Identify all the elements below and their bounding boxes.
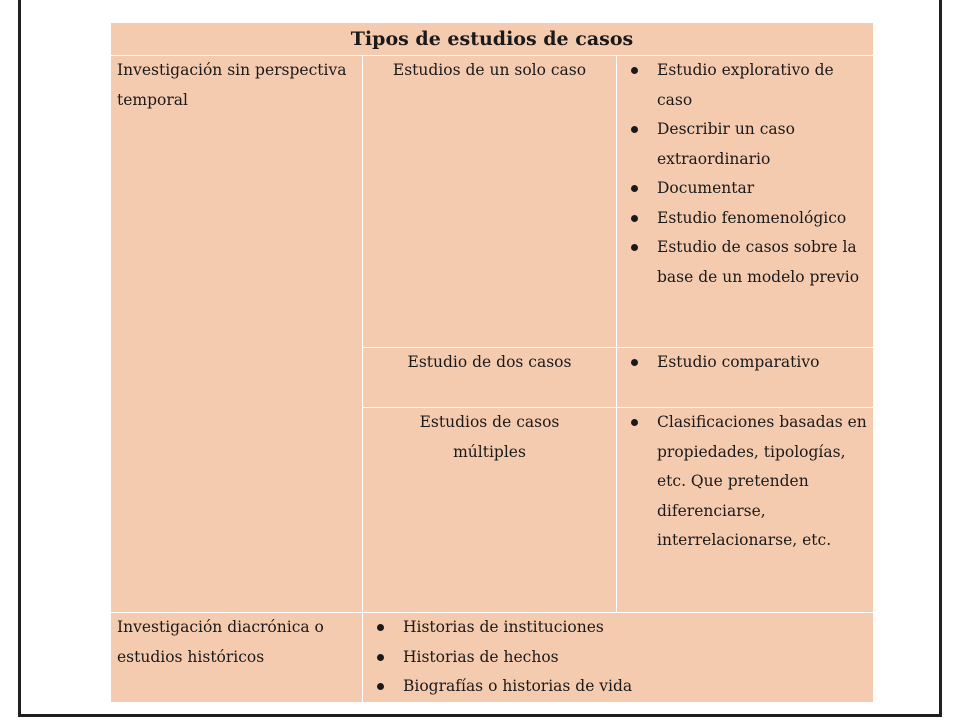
list-item: Historias de hechos xyxy=(369,643,867,673)
study-items-dos-casos xyxy=(617,348,874,408)
study-items-un-solo-caso xyxy=(617,56,874,348)
bullet-list xyxy=(623,56,867,292)
list-item: Estudio comparativo xyxy=(623,348,867,378)
list-item: Estudio explorativo de caso xyxy=(623,56,867,115)
row-header-diacronica: Investigación diacrónica o estudios históricos xyxy=(111,613,363,703)
table-title: Tipos de estudios de casos xyxy=(111,23,874,56)
list-item: Estudio fenomenológico xyxy=(623,204,867,234)
study-items-casos-multiples xyxy=(617,408,874,613)
bullet-list xyxy=(623,408,867,556)
row-header-sin-perspectiva: Investigación sin perspectiva temporal xyxy=(111,56,363,613)
list-item: Documentar xyxy=(623,174,867,204)
list-item: Clasificaciones basadas en propiedades, tipologías, etc. Que pretenden diferenciarse, interrelacionarse, etc. xyxy=(623,408,867,556)
list-item: Describir un caso extraordinario xyxy=(623,115,867,174)
list-item: Estudio de casos sobre la base de un modelo previo xyxy=(623,233,867,292)
study-type-dos-casos: Estudio de dos casos xyxy=(363,348,617,408)
case-study-types-table xyxy=(110,22,874,703)
study-type-un-solo-caso: Estudios de un solo caso xyxy=(363,56,617,348)
study-type-casos-multiples: Estudios de casos múltiples xyxy=(363,408,617,613)
list-item: Historias de instituciones xyxy=(369,613,867,643)
bullet-list xyxy=(369,613,867,702)
study-items-diacronica xyxy=(363,613,874,703)
bullet-list xyxy=(623,348,867,378)
list-item: Biografías o historias de vida xyxy=(369,672,867,702)
